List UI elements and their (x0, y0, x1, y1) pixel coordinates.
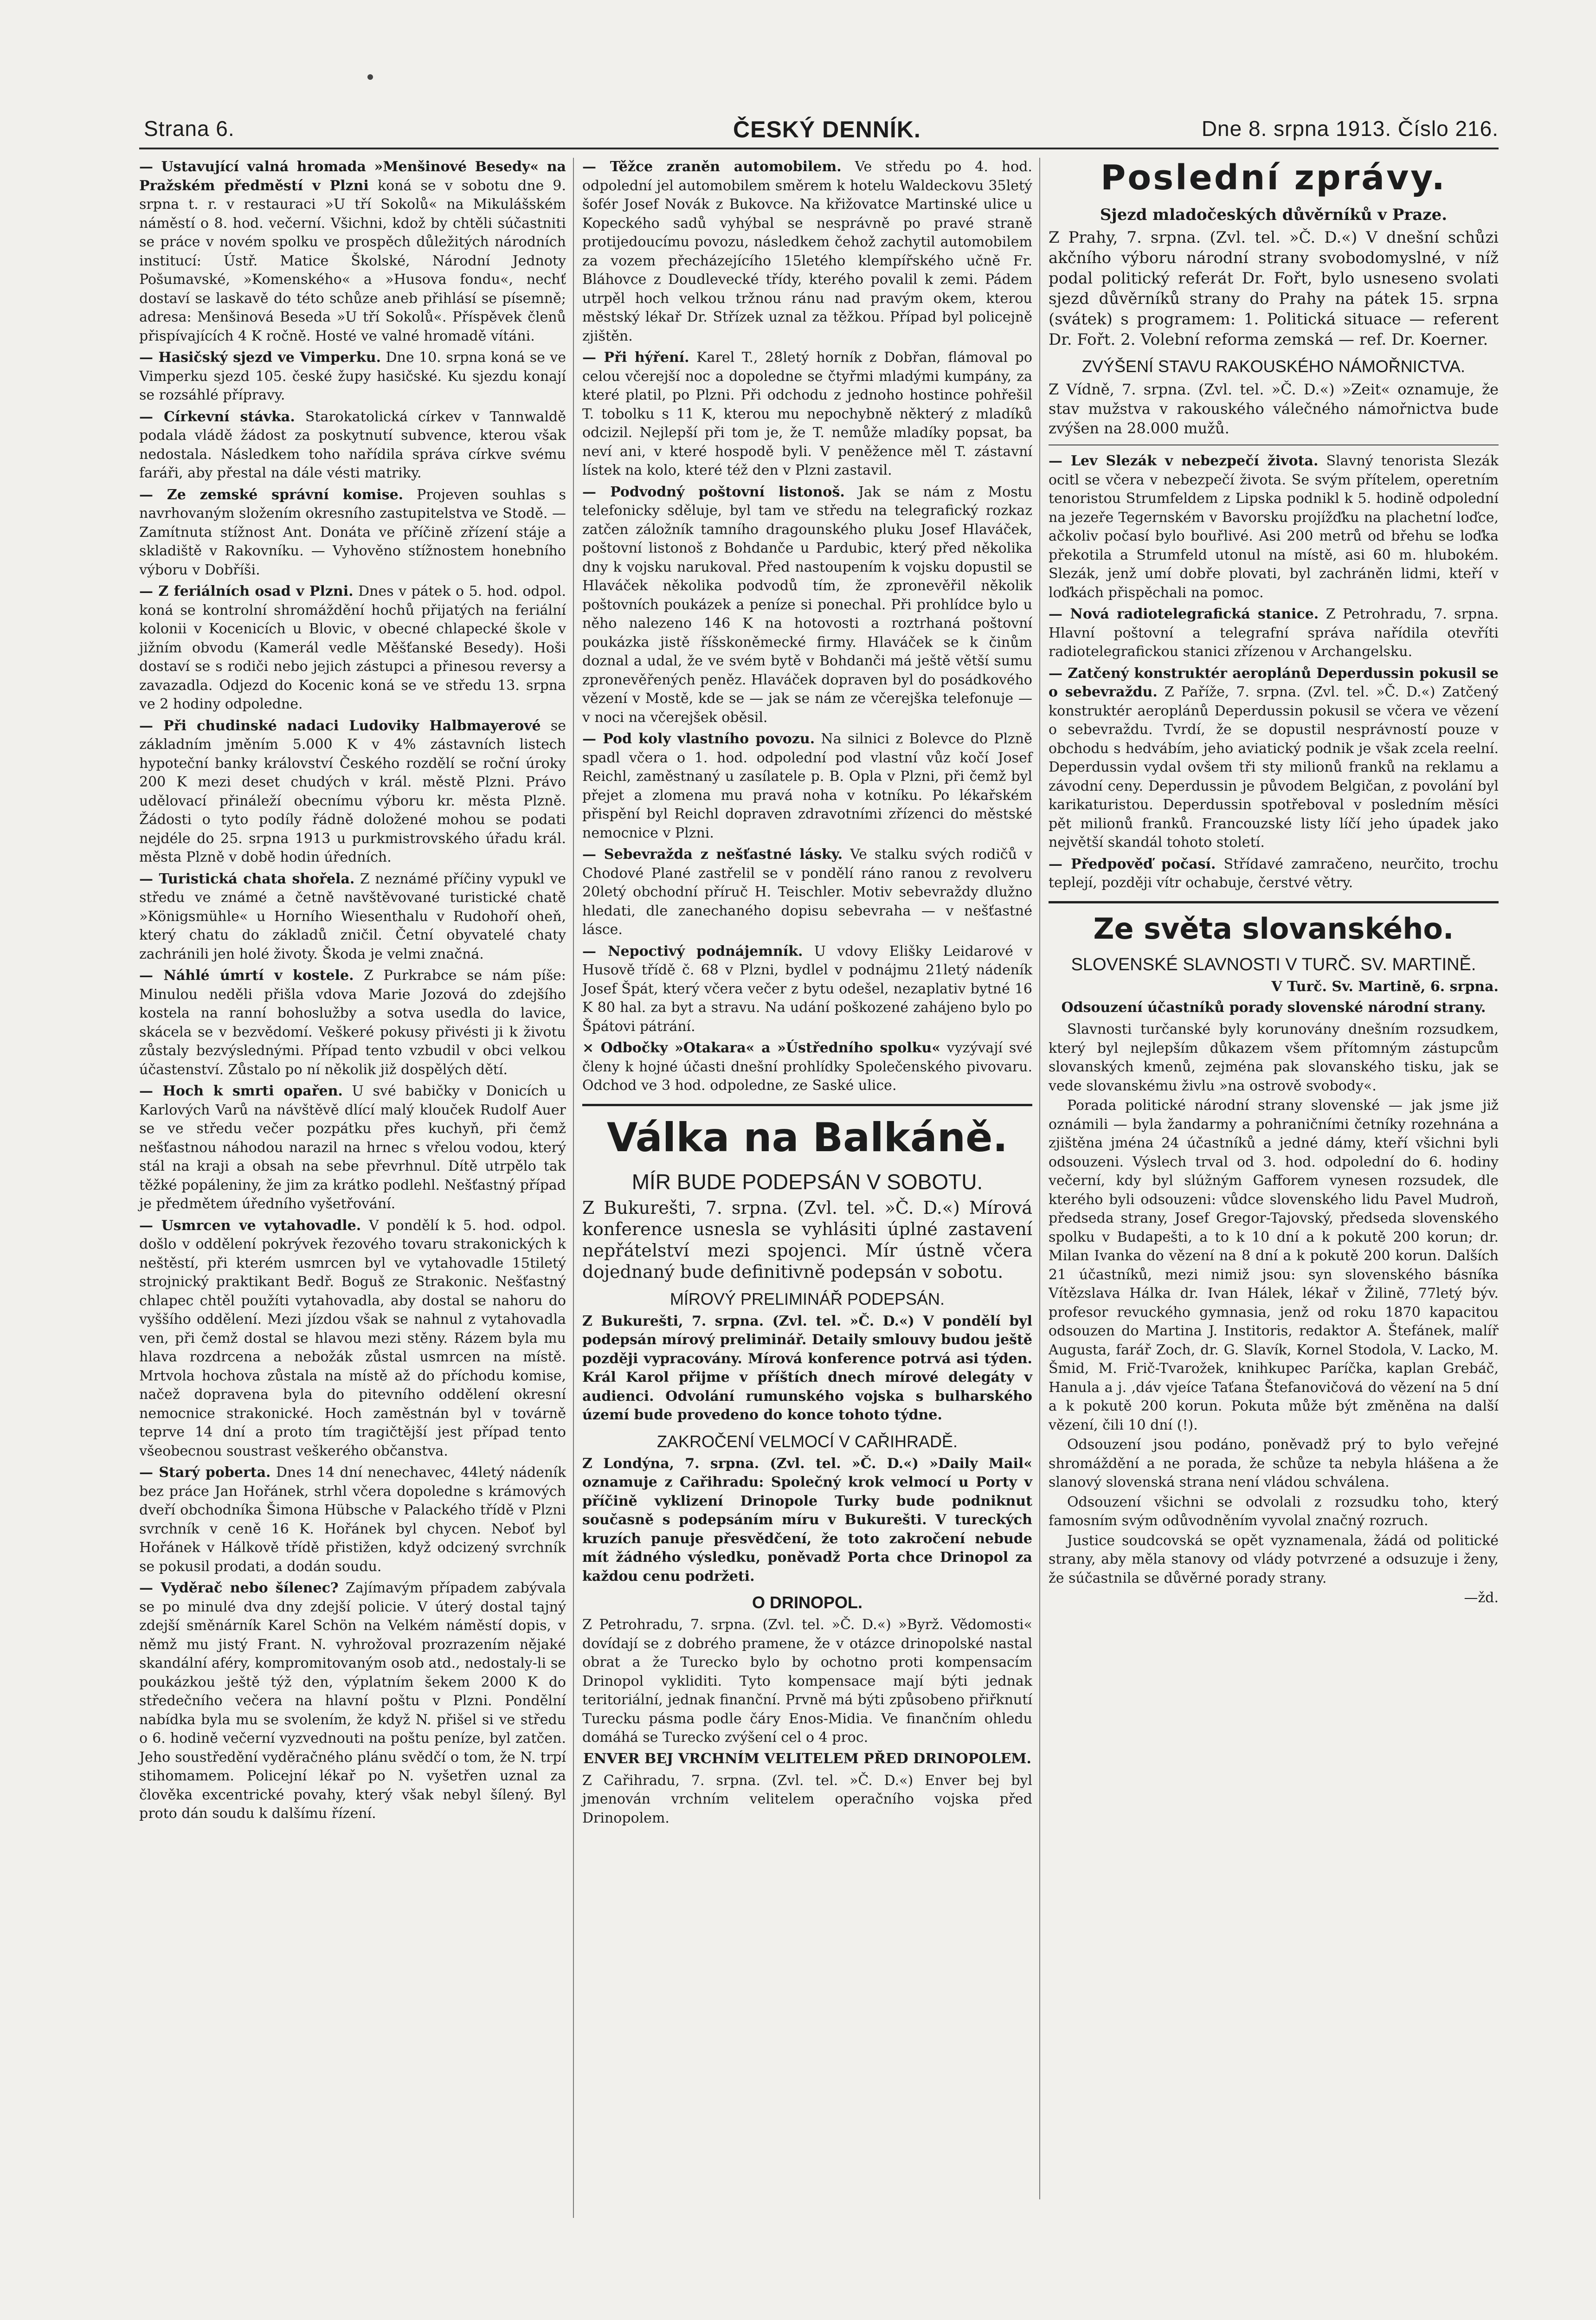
section-headline: SLOVENSKÉ SLAVNOSTI V TURČ. SV. MARTINĚ. (1071, 954, 1476, 974)
article-text: Dnes 14 dní nenechavec, 44letý nádeník bez práce Jan Hořánek, strhl včera dopoledne s krámových dveří obchodníka Šimona Hübsche v Palackého třídě v Plzni svrchník v ceně 16 K. Hořánek byl chycen. Neboť byl Hořánek v Hálkově třídě přistižen, když odcizený svrchník se pokusil prodati, a dodán soudu. (139, 1464, 566, 1575)
article-lead: — Podvodný poštovní listonoš. (582, 483, 845, 500)
article-lead: — Hasičský sjezd ve Vimperku. (139, 349, 381, 366)
article (139, 1217, 566, 1461)
article-lead: — Předpověď počasí. (1049, 856, 1216, 872)
balkan-headline: ZAKROČENÍ VELMOCÍ V CAŘIHRADĚ. (656, 1431, 958, 1451)
article (1049, 605, 1499, 662)
page-header (144, 116, 1499, 148)
article-lead: — Církevní stávka. (139, 408, 295, 425)
article-lead: — Lev Slezák v nebezpečí života. (1049, 453, 1319, 469)
article-text: Jak se nám z Mostu telefonicky sděluje, byl tam ve středu na telegrafický rozkaz zatčen záložník tamního dragounského pluku Josef Hlaváček, poštovní listonoš z Bohdanče u Pardubic, který před několika dny k vojsku narukoval. Před nastoupením k vojsku dopustil se Hlaváček několika podvodů tím, že zpronevěřil několik poštovních poukázek a peníze si ponechal. Při prohlídce bylo u něho nalezeno 146 K na hotovosti a roztrhaná poštovní poukázka jistě říšskoněmecké firmy. Hlaváček se k činům doznal a udal, že ve svém bytě v Bohdanči má ještě větší sumu zpronevěřených peněz. Hlaváček dopraven byl do posádkového vězení v Mostě, kde se — jak se nám ze včerejška telefonuje — v noci na včerejšek oběsil. (582, 483, 1032, 726)
article-lead: — Ustavující valná hromada »Menšinové Besedy« na Pražském předměstí v Plzni (139, 159, 566, 194)
news-paragraph: Odsouzení jsou podáno, poněvadž prý to bylo veřejné shromáždění a ne porada, že schůze ta nebyla hlášena a že slanový slovenská strana není vládou schválena. (1049, 1437, 1499, 1490)
article-lead: — Starý poberta. (139, 1464, 271, 1481)
article-text: koná se v sobotu dne 9. srpna t. r. v restauraci »U tří Sokolů« na Mikulášském náměstí o 8. hod. večerní. Všichni, kdož by chtěli súčastniti se práce v novém spolku ve prospěch důležitých národních institucí: Ústř. Matice Školské, Národní Jednoty Pošumavské, »Komenského« a »Husova fondu«, nechť dostaví se laskavě do této schůze aneb přihlásí se písemně; adresa: Menšinová Beseda »U tří Sokolů«. Příspěvek členů přispívajících 4 K ročně. Hosté ve valné hromadě vítáni. (139, 177, 566, 344)
balkan-headline: O DRINOPOL. (752, 1593, 862, 1612)
dateline: V Turč. Sv. Martině, 6. srpna. (1271, 978, 1499, 995)
article-text: se základním jměním 5.000 K v 4% zástavních listech hypoteční banky království Českého rozdělí se roční úroky 200 K mezi deset chudých v král. městě Plzni. Právo udělovací přináleží obecnímu výboru kr. města Plzně. Žádosti o tyto podíly řádně doložené mohou se podati nejdéle do 25. srpna 1913 u purkmistrovského úřadu král. města Plzně v době hodin úředních. (139, 717, 566, 865)
article (582, 158, 1032, 346)
article-text: Dne 10. srpna koná se ve Vimperku sjezd 105. české župy hasičské. Ku sjezdu konají se rozsáhlé přípravy. (139, 349, 566, 403)
article-lead: — Z feriálních osad v Plzni. (139, 583, 354, 599)
article-text: Z Purkrabce se nám píše: Minulou neděli přišla vdova Marie Jozová do zdejšího kostela na ranní bohoslužby a sotva usedla do lavice, skácela se v bezvědomí. Veškeré pokusy přivésti ji k životu zůstaly bezvýslednými. Případ tento vzbudil v obci velkou účastenství. Zůstalo po ní několik již dospělých dětí. (139, 967, 566, 1078)
section-rule (1049, 901, 1499, 903)
article-text: Z neznámé příčiny vypukl ve středu ve známé a četně navštěvované turistické chatě »Königsmühle« u Horního Wiesenthalu v Rudohoří oheň, který chatu do základů zničil. Četní obyvatelé chaty zachránili jen holé životy. Škoda je velmi značná. (139, 870, 566, 962)
section-headline: Sjezd mladočeských důvěrníků v Praze. (1100, 206, 1448, 224)
article (582, 483, 1032, 728)
column-3 (1049, 158, 1499, 1609)
article (582, 942, 1032, 1037)
column-divider-1 (573, 158, 574, 2218)
article (139, 1579, 566, 1824)
article-text: vyzývají své členy k hojné účasti dnešní prohlídky Společenského pivovaru. Odchod ve 3 hod. odpoledne, ze Saské ulice. (582, 1040, 1032, 1094)
balkan-headline: MÍR BUDE PODEPSÁN V SOBOTU. (631, 1169, 983, 1194)
article (582, 730, 1032, 843)
balkan-paragraph: Z Bukurešti, 7. srpna. (Zvl. tel. »Č. D.«) V pondělí byl podepsán mírový preliminář. Detaily smlouvy budou ještě později vypracovány. Mírová konference potrvá asi týden. Král Karol přijme v příštích dnech mírové delegáty v audienci. Odvolání rumunského vojska s bulharského území bude provedeno do konce tohoto týdne. (582, 1313, 1032, 1423)
news-paragraph: Odsouzení všichni se odvolali z rozsudku toho, který famosním svým odůvodněním vyvolal značný rozruch. (1049, 1494, 1499, 1529)
article-lead: — Sebevražda z nešťastné lásky. (582, 846, 843, 863)
punch-mark (367, 74, 373, 80)
article (139, 582, 566, 714)
article (139, 486, 566, 580)
article-text: Dnes v pátek o 5. hod. odpol. koná se kontrolní shromáždění hochů přijatých na feriální kolonii v Kocenicích u Blovic, v obecné chlapecké škole v jižním obvodu (Kamerál vedle Měšťanské Besedy). Hoši dostaví se s rodiči nebo jejich zástupci a přinesou reversy a zavazadla. Odjezd do Kocenic koná se ve středu 13. srpna ve 2 hodiny odpoledne. (139, 583, 566, 712)
news-paragraph: Justice soudcovská se opět vyznamenala, žádá od politické strany, aby měla stanovy od vlády potvrzené a odsuzuje i ženy, že súčastnila se důvěrné porady strany. (1049, 1532, 1499, 1586)
article (582, 1039, 1032, 1096)
article-text: Ve stalku svých rodičů v Chodové Plané zastřelil se v pondělí ráno ranou z revolveru 20letý obchodní příruč H. Teischler. Motiv sebevraždy dlužno hledati, dle zanechaného dopisu sebevraha — v nešťastné lásce. (582, 846, 1032, 938)
article (1049, 664, 1499, 852)
page-number: Strana 6. (144, 116, 235, 141)
article (1049, 452, 1499, 602)
article-lead: — Při chudinské nadaci Ludoviky Halbmayerové (139, 717, 541, 734)
article-text: Zajímavým případem zabývala se po minulé dva dny zdejší policie. V úterý dostal tajný zdejší směnárník Karel Schön na Velkém náměstí dopis, v němž mu jistý Frant. N. vyhrožoval prozrazením nějaké skandální aféry, kompromitovaným osob atd., nedostaly-li se poukázkou ještě týž den, výplatním šekem 2000 K do středečního večera na hlavní poštu v Plzni. Pondělní nabídka byla mu se svolením, že když N. přišel si ve středu o 6. hodině večerní vyzvednouti na poštu peníze, byl zatčen. Jeho soustředění vyděračného plánu svědčí o tom, že N. trpí stihomamem. Policejní lékař po N. vyšetřen uznal za člověka excentrické povahy, který však nebyl šílený. Byl proto dán soudu k dalšímu řízení. (139, 1580, 566, 1822)
article (139, 348, 566, 405)
section-rule (582, 1104, 1032, 1106)
article-text: Z Paříže, 7. srpna. (Zvl. tel. »Č. D.«) Zatčený konstruktér aeroplánů Deperdussin pokusil se včera ve vězení o sebevraždu. Tvrdí, že se dopustil nesprávností pouze v obchodu s hedvábím, jeho aviatický podnik je však zcela reelní. Deperdussin vydal ovšem tři sty milionů franků na reklamu a závodní ceny. Deperdussin je původem Belgičan, z povolání byl karikaturistou. Deperdussin spotřeboval v posledním měsíci pět milionů franků. Francouzské listy líčí jeho úpadek jako největší skandál tohoto století. (1049, 684, 1499, 851)
masthead: ČESKÝ DENNÍK. (733, 116, 921, 142)
article-text: Střídavé zamračeno, neurčito, trochu teplejí, později vítr ochabuje, čerstvé větry. (1049, 856, 1499, 891)
news-paragraph: Z Prahy, 7. srpna. (Zvl. tel. »Č. D.«) V dnešní schůzi akčního výboru národní strany svobodomyslné, v níž podal politický referát Dr. Fořt, bylo usneseno svolati sjezd důvěrníků strany do Prahy na pátek 15. srpna (svátek) s programem: 1. Politická situace — referent Dr. Fořt. 2. Volební reforma zemská — ref. Dr. Koerner. (1049, 228, 1499, 349)
article-text: Na silnici z Bolevce do Plzně spadl včera o 1. hod. odpolední pod vlastní vůz kočí Josef Reichl, zaměstnaný u zasílatele p. B. Opla v Plzni, při čemž byl přejet a zlomena mu pravá noha v kotníku. Po lékařském přispění byl Reichl dopraven zdravotními zřízenci do městské nemocnice v Plzni. (582, 731, 1033, 841)
article-lead: — Nová radiotelegrafická stanice. (1049, 606, 1319, 622)
article-lead: — Hoch k smrti opařen. (139, 1083, 343, 1099)
article-lead: — Náhlé úmrtí v kostele. (139, 967, 354, 984)
balkan-paragraph: Z Petrohradu, 7. srpna. (Zvl. tel. »Č. D.«) »Byrž. Vědomosti« dovídají se z dobrého pramene, že v otázce drinopolské nastal obrat a že Turecko bylo by ochotno proti kompensacím Drinopol vykliditi. Tyto kompensace mají býti jednak teritoriální, jednak finanční. Prvně má býti způsobeno přiřknutí Turecku pásma podle čáry Enos-Midia. Ve finančním ohledu domáhá se Turecko zvýšení cel o 4 proc. (582, 1617, 1032, 1746)
issue-date: Dne 8. srpna 1913. Číslo 216. (1201, 116, 1499, 141)
article-lead: — Při hýření. (582, 349, 689, 366)
column-2 (582, 158, 1032, 1829)
article-lead: — Nepoctivý podnájemník. (582, 943, 803, 960)
article (139, 1463, 566, 1576)
news-paragraph: Z Vídně, 7. srpna. (Zvl. tel. »Č. D.«) »Zeit« oznamuje, že stav mužstva v rakouského válečného námořnictva bude zvýšen na 28.000 mužů. (1049, 380, 1499, 437)
article-text: U vdovy Elišky Leidarové v Husově třídě č. 68 v Plzni, bydlel v podnájmu 21letý nádeník Josef Špát, který včera večer z bytu odešel, nezaplativ bytné 16 K 80 hal. za byt a stravu. Na udání poškozené zahájeno bylo po Špátovi pátrání. (582, 943, 1033, 1035)
balkan-paragraph: Z Bukurešti, 7. srpna. (Zvl. tel. »Č. D.«) Mírová konference usnesla se vyhlásiti úplné zastavení nepřátelství mezi spojenci. Mír ústně včera dojednaný bude definitivně podepsán v sobotu. (582, 1197, 1032, 1282)
article-lead: × Odbočky »Otakara« a »Ústředního spolku« (582, 1040, 941, 1056)
article (139, 408, 566, 483)
article (139, 967, 566, 1079)
subheadline: Odsouzení účastníků porady slovenské národní strany. (1061, 999, 1486, 1016)
article-lead: — Turistická chata shořela. (139, 870, 355, 887)
article (139, 1082, 566, 1214)
balkan-headline: ENVER BEJ VRCHNÍM VELITELEM PŘED DRINOPOLEM. (583, 1750, 1031, 1767)
header-rule (139, 148, 1499, 149)
balkan-paragraph: Z Londýna, 7. srpna. (Zvl. tel. »Č. D.«) »Daily Mail« oznamuje z Cařihradu: Společný krok velmocí u Porty v příčině vyklizení Drinopole Turky bude podniknut současně s podepsáním míru v Bukurešti. V tureckých kruzích panuje přesvědčení, že toto zakročení nebude mít žádného výsledku, poněvadž Porta chce Drinopol za každou cenu podržeti. (582, 1455, 1032, 1585)
news-paragraph: Slavnosti turčanské byly korunovány dnešním rozsudkem, který byl nejlepším důkazem všem přítomným zástupcům slovanských kmenů, zejména pak slovanského tisku, jak se vede slovanskému živlu »na ostrově svobody«. (1049, 1021, 1499, 1094)
article-lead: — Těžce zraněn automobilem. (582, 159, 842, 175)
article (582, 348, 1032, 480)
signature: —žd. (1464, 1590, 1499, 1606)
article-lead: — Ze zemské správní komise. (139, 486, 404, 503)
article-text: V pondělí k 5. hod. odpol. došlo v oddělení pokrývek řezového tovaru strakonických k neštěstí, při kterém usmrcen byl ve vytahovadle 15tiletý strojnický praktikant Bedř. Boguš ze Strakonic. Nešťastný chlapec chtěl použíti vytahovadla, aby dostal se nahoru do vyššího oddělení. Mezi jízdou však se nahnul z vytahovadla ven, při čemž dostal se hlavou mezi stěny. Rázem byla mu hlava rozdrcena a nebožák zůstal usmrcen na místě. Mrtvola hochova zůstala na místě až do příchodu komise, načež dopravena byla do pitevního oddělení okresní nemocnice strakonické. Hoch zaměstnán byl v továrně teprve 14 dní a proto tím tragičtější jest případ tento všeobecnou soustrast veškerého občanstva. (139, 1217, 566, 1459)
balkan-war-title: Válka na Balkáně. (606, 1114, 1008, 1161)
article (139, 158, 566, 346)
article (139, 717, 566, 867)
article-lead: — Vyděrač nebo šílenec? (139, 1580, 339, 1596)
article-text: U své babičky v Donicích u Karlových Varů na návštěvě dlící malý klouček Rudolf Auer se ve středu večer pozpátku přes kuchyň, při čemž nešťastnou náhodou narazil na hrnec s vřelou vodou, který stál na kraji a obsah na sebe převrhnul. Dítě utrpělo tak těžké popáleniny, že jim za krátko podlehl. Nešťastný případ je předmětem úředního vyšetřování. (139, 1083, 566, 1212)
article (1049, 855, 1499, 893)
article-lead: — Pod koly vlastního povozu. (582, 731, 815, 747)
article-text: Starokatolická církev v Tannwaldě podala vládě žádost za poskytnutí subvence, kterou však nedostala. Následkem toho nařídila správa církve svému faráři, aby přestal na dále vésti matriky. (139, 408, 566, 481)
article-lead: — Zatčený konstruktér aeroplánů Deperdussin pokusil se o sebevraždu. (1049, 665, 1499, 700)
article-text: Ve středu po 4. hod. odpolední jel automobilem směrem k hotelu Waldeckovu 35letý šofér Josef Novák z Bukovce. Na křižovatce Martinské ulice u Kopeckého sadů vyhýbal se nesprávně po pravé straně protijedoucímu povozu, následkem čehož zachytil automobilem za vozem přecházejícího 15letého klempířského učně Fr. Bláhovce z Doudlevecké třídy, kterého povalil k zemi. Pádem utrpěl hoch velkou tržnou ránu nad pravým okem, kterou městský lékař Dr. Střízek uznal za těžkou. Případ byl policejně zjištěn. (582, 159, 1032, 344)
latest-news-title: Poslední zprávy. (1100, 158, 1447, 198)
article (582, 845, 1032, 940)
column-1 (139, 158, 566, 1826)
balkan-paragraph: Z Cařihradu, 7. srpna. (Zvl. tel. »Č. D.«) Enver bej byl jmenován vrchním velitelem operačního vojska před Drinopolem. (582, 1772, 1032, 1826)
article-lead: — Usmrcen ve vytahovadle. (139, 1217, 361, 1234)
article-text: Projeven souhlas s navrhovaným složením okresního zastupitelstva ve Stodě. — Zamítnuta stížnost Ant. Donáta ve příčině zřízení stáje a skladiště v Rakovníku. — Vyhověno stížnostem honebního výboru v Dobříši. (139, 486, 566, 578)
section-headline: ZVÝŠENÍ STAVU RAKOUSKÉHO NÁMOŘNICTVA. (1081, 357, 1466, 376)
balkan-headline: MÍROVÝ PRELIMINÁŘ PODEPSÁN. (669, 1289, 945, 1308)
article-text: Slavný tenorista Slezák ocitl se včera v nebezpečí života. Se svým přítelem, operetním tenoristou Strumfeldem z Lipska podnikl k 5. hodině odpolední na jezeře Tegernském v Bavorsku projížďku na plachetní loďce, ačkoliv počasí bylo bouřlivé. Asi 200 metrů od břehu se loďka překotila a Strumfeld utonul na místě, asi 60 m. hlubokém. Slezák, jenž umí dobře plovati, byl zachráněn lidmi, kteří v loďkách přispěchali na pomoc. (1049, 453, 1499, 601)
article (139, 870, 566, 964)
news-paragraph: Porada politické národní strany slovenské — jak jsme již oznámili — byla žandarmy a pohraničními četníky rozehnána a zjištěna jména 24 účastníků a jedné dámy, kteří všichni byli odsouzeni. Výslech trval od 3. hod. odpolední do 6. hodiny večerní, kdy byl slúžným Gafforem vynesen rozsudek, dle kterého byli odsouzeni: vůdce slovenského lidu Pavel Mudroň, předseda strany, Josef Gregor-Tajovský, předseda slovenského spolku v Budapešti, a to k 10 dní a k pokutě 200 korun; dr. Milan Ivanka do vězení na 8 dní a k pokutě 200 korun. Dalších 21 účastníků, mezi nimiž jsou: syn slovenského básníka Vítězslava Hálka dr. Ivan Hálek, lékař v Žilině, 77letý býv. profesor revuckého gymnasia, jenž od roku 1870 kapacitou odsouzen do Martina J. Institoris, redaktor A. Štefánek, malíř Augusta, farář Zoch, dr. G. Slavík, Kornel Stodola, V. Lacko, M. Šmid, M. Frič-Tvarožek, knihkupec Paríčka, kaplan Grebáč, Hanula a j. ,dáv vjeíce Taťana Štefanovičová do vězení na 5 dní a k pokutě 200 korun. Pokuta může být změněna na další vězení, čili 10 dní (!). (1049, 1097, 1499, 1433)
article-text: Karel T., 28letý horník z Dobřan, flámoval po celou včerejší noc a dopoledne se čtyřmi mladými kumpány, za které platil, po Plzni. Při odchodu z jednoho hostince pohřešil T. tobolku s 11 K, kterou mu nepochybně některý z mladíků odcizil. Nejlepší při tom je, že T. nemůže mladíky popsat, ba neví ani, v které hospodě byli. V peněžence měl T. zástavní lístek na kolo, které též den v Plzni zastavil. (582, 349, 1032, 478)
article-text: Z Petrohradu, 7. srpna. Hlavní poštovní a telegrafní správa nařídila otevříti radiotelegrafickou stanici zřízenou v Archangelsku. (1049, 606, 1499, 660)
column-divider-2 (1039, 158, 1040, 2199)
slavic-world-title: Ze světa slovanského. (1093, 911, 1454, 946)
